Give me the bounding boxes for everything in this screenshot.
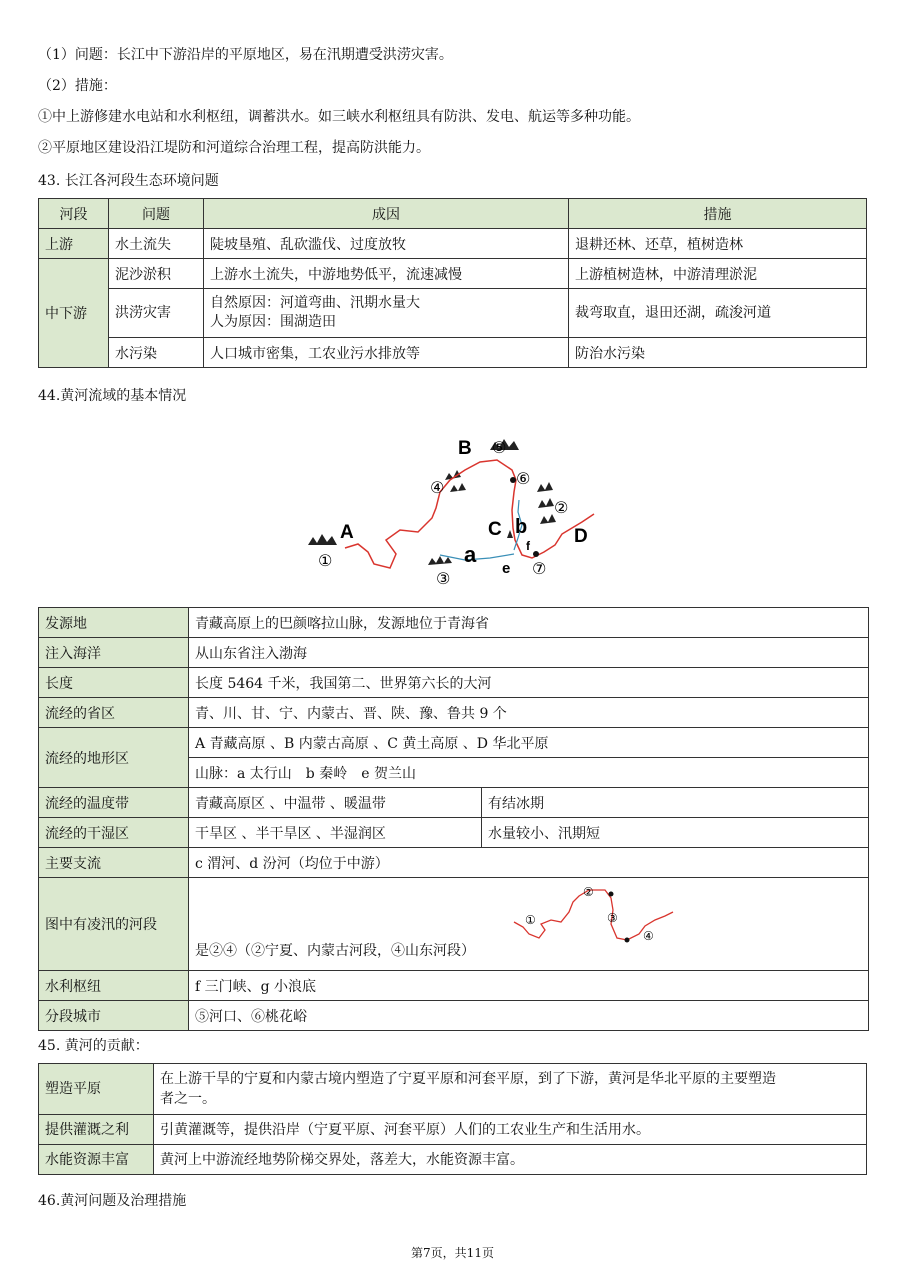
section-heading-44: 44.黄河流域的基本情况 (38, 388, 187, 404)
row-key: 流经的干湿区 (39, 818, 189, 848)
map-number: ⑤ (492, 440, 507, 457)
map-label: b (515, 516, 528, 538)
city-dot (625, 938, 630, 943)
yellow-river-map (300, 430, 610, 590)
yellow-river-table (38, 607, 869, 1031)
map-label: f (526, 539, 530, 553)
section-heading-46: 46.黄河问题及治理措施 (38, 1193, 187, 1209)
row-key: 发源地 (39, 608, 189, 638)
row-value: 从山东省注入渤海 (189, 638, 869, 668)
row-value: c 渭河、d 汾河（均位于中游） (189, 848, 869, 878)
row-value-line: 者之一。 (160, 1091, 216, 1107)
cause-cell: 人口城市密集，工农业污水排放等 (204, 338, 569, 368)
row-key: 塑造平原 (39, 1064, 154, 1115)
city-dot (609, 892, 614, 897)
cause-natural: 自然原因：河道弯曲、汛期水量大 (210, 295, 420, 311)
section-cell: 上游 (39, 229, 109, 259)
cause-human: 人为原因：围湖造田 (210, 314, 336, 330)
measure-cell: 防治水污染 (569, 338, 867, 368)
table-header: 措施 (569, 199, 867, 229)
measure-cell: 退耕还林、还草，植树造林 (569, 229, 867, 259)
measure-line-2: ②平原地区建设沿江堤防和河道综合治理工程，提高防洪能力。 (38, 140, 430, 156)
row-value: 青藏高原区 、中温带 、暖温带 (189, 788, 482, 818)
problem-cell: 水土流失 (109, 229, 204, 259)
map-label: e (502, 560, 511, 577)
table-header: 问题 (109, 199, 204, 229)
table-header: 河段 (39, 199, 109, 229)
measure-cell: 上游植树造林，中游清理淤泥 (569, 259, 867, 289)
row-key: 注入海洋 (39, 638, 189, 668)
row-value: 引黄灌溉等，提供沿岸（宁夏平原、河套平原）人们的工农业生产和生活用水。 (154, 1115, 867, 1145)
problem-cell: 泥沙淤积 (109, 259, 204, 289)
row-value: 青、川、甘、宁、内蒙古、晋、陕、豫、鲁共 9 个 (189, 698, 869, 728)
row-key: 流经的省区 (39, 698, 189, 728)
page-footer: 第7页，共11页 (411, 1246, 494, 1260)
row-key: 图中有凌汛的河段 (39, 878, 189, 971)
row-value (154, 1064, 867, 1115)
row-value: A 青藏高原 、B 内蒙古高原 、C 黄土高原 、D 华北平原 (189, 728, 869, 758)
section-heading-43: 43. 长江各河段生态环境问题 (38, 173, 219, 189)
row-key: 流经的地形区 (39, 728, 189, 788)
row-key: 提供灌溉之利 (39, 1115, 154, 1145)
map-number: ① (318, 553, 333, 570)
map-label: D (574, 526, 588, 547)
row-value: ⑤河口、⑥桃花峪 (189, 1001, 869, 1031)
table-header: 成因 (204, 199, 569, 229)
ice-flood-mini-map (509, 882, 679, 952)
map-number: ② (554, 500, 569, 517)
map-label: B (458, 438, 472, 459)
contribution-table (38, 1063, 867, 1175)
problem-line: （1）问题：长江中下游沿岸的平原地区，易在汛期遭受洪涝灾害。 (38, 47, 453, 63)
problem-cell: 水污染 (109, 338, 204, 368)
map-number: ⑥ (516, 471, 531, 488)
row-key: 主要支流 (39, 848, 189, 878)
map-number: ① (525, 913, 536, 927)
row-value (189, 878, 869, 971)
map-number: ⑦ (532, 561, 547, 578)
cause-cell: 上游水土流失，中游地势低平，流速减慢 (204, 259, 569, 289)
problem-cell: 洪涝灾害 (109, 289, 204, 338)
row-key: 水能资源丰富 (39, 1145, 154, 1175)
city-dot (533, 551, 539, 557)
ice-text: 是②④（②宁夏、内蒙古河段，④山东河段） (195, 943, 475, 959)
row-value: 长度 5464 千米，我国第二、世界第六长的大河 (189, 668, 869, 698)
row-value: 水量较小、汛期短 (482, 818, 869, 848)
yangtze-table (38, 198, 867, 368)
map-number: ④ (643, 929, 654, 943)
map-number: ③ (436, 571, 451, 588)
row-key: 长度 (39, 668, 189, 698)
map-number: ③ (607, 911, 618, 925)
map-label: C (488, 519, 502, 540)
row-value: f 三门峡、g 小浪底 (189, 971, 869, 1001)
row-key: 流经的温度带 (39, 788, 189, 818)
section-cell: 中下游 (39, 259, 109, 368)
map-number: ④ (430, 480, 445, 497)
cause-cell (204, 289, 569, 338)
cause-cell: 陡坡垦殖、乱砍滥伐、过度放牧 (204, 229, 569, 259)
measure-line-1: ①中上游修建水电站和水利枢纽，调蓄洪水。如三峡水利枢纽具有防洪、发电、航运等多种功能。 (38, 109, 640, 125)
row-value-line: 在上游干旱的宁夏和内蒙古境内塑造了宁夏平原和河套平原，到了下游，黄河是华北平原的主要塑造 (160, 1071, 776, 1087)
row-value: 有结冰期 (482, 788, 869, 818)
measure-heading: （2）措施： (38, 78, 117, 94)
row-value: 黄河上中游流经地势阶梯交界处，落差大，水能资源丰富。 (154, 1145, 867, 1175)
map-label: a (464, 542, 477, 567)
row-key: 分段城市 (39, 1001, 189, 1031)
row-key: 水利枢纽 (39, 971, 189, 1001)
row-value: 山脉：a 太行山 b 秦岭 e 贺兰山 (189, 758, 869, 788)
measure-cell: 裁弯取直，退田还湖，疏浚河道 (569, 289, 867, 338)
section-heading-45: 45. 黄河的贡献： (38, 1038, 149, 1054)
map-label: A (340, 522, 354, 543)
row-value: 干旱区 、半干旱区 、半湿润区 (189, 818, 482, 848)
row-value: 青藏高原上的巴颜喀拉山脉，发源地位于青海省 (189, 608, 869, 638)
map-number: ② (583, 885, 594, 899)
